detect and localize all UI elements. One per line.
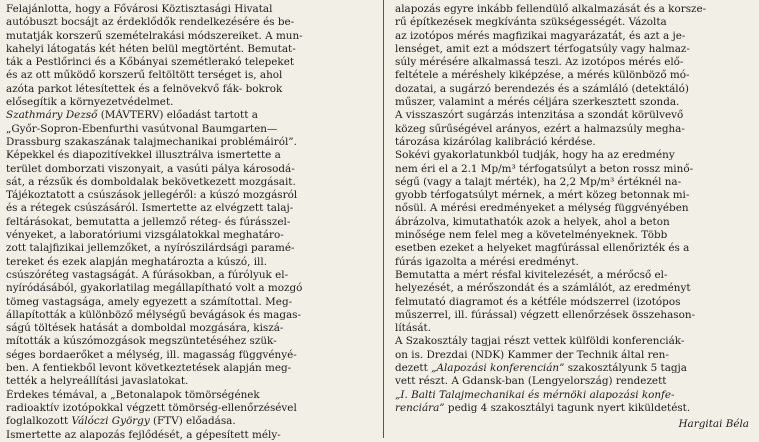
body-text: séges bordaerőket a mélység, ill. magasság függvényé- <box>6 348 297 361</box>
body-text: sát, a rézsűk és domboldalak bekövetkezett mozgásait. <box>6 175 296 188</box>
left-column-line <box>6 149 373 162</box>
right-column-line <box>395 269 753 282</box>
italic-text: Szathmáry Dezső <box>6 109 98 122</box>
right-column-line <box>395 282 753 295</box>
right-column-line <box>395 83 753 96</box>
left-column-line <box>6 16 373 29</box>
body-text: pedig 4 szakosztályi tagunk nyert kiküldetést. <box>444 401 691 414</box>
column-divider <box>383 0 384 438</box>
left-column-line <box>6 109 373 122</box>
body-text: ták a Pestlőrinci és a Kőbányai szemétlerakó telepeket <box>6 56 295 69</box>
right-column <box>395 3 753 432</box>
body-text: ben. A fentiekből levont következtetések alapján meg- <box>6 362 292 375</box>
body-text: elősegítik a környezetvédelmet. <box>6 96 174 109</box>
italic-text: „I. Balti Talajmechanikai és mérnöki alapozási konfe- <box>395 388 675 401</box>
body-text: autóbuszt bocsájt az érdeklődők rendelkezésére és be- <box>6 16 295 29</box>
body-text: mították a kúszómozgások megszüntetéséhez szük- <box>6 335 277 348</box>
right-column-line <box>395 163 753 176</box>
left-column-line <box>6 429 373 442</box>
body-text: lenséget, amit ezt a módszert térfogatsúly vagy halmaz- <box>395 42 690 55</box>
right-column-line <box>395 176 753 189</box>
body-text: kahelyi látogatás két héten belül megtörtént. Bemutat- <box>6 42 296 55</box>
right-column-line <box>395 109 753 122</box>
left-column-line <box>6 269 373 282</box>
left-column-line <box>6 189 373 202</box>
body-text: csúszóréteg vastagságát. A fúrásokban, a fúrólyuk el- <box>6 268 289 281</box>
right-column-line <box>395 96 753 109</box>
right-column-line <box>395 123 753 136</box>
right-column-line <box>395 202 753 215</box>
body-text: műszer, valamint a mérés céljára szerkesztett szonda. <box>395 96 680 109</box>
body-text: Érdekes témával, a „Betonalapok tömörségének <box>6 388 260 401</box>
body-text: Tájékoztatott a csúszások jellegéről: a kúszó mozgásról <box>6 189 298 202</box>
left-column-line <box>6 136 373 149</box>
right-column-line <box>395 16 753 29</box>
right-column-line <box>395 43 753 56</box>
body-text: nyíródásából, gyakorlatilag megállapítható volt a mozgó <box>6 282 303 295</box>
left-column-line <box>6 176 373 189</box>
left-column-line <box>6 30 373 43</box>
right-column-line <box>395 362 753 375</box>
body-text: feltárásokat, bemutatta a jellemző réteg- és fúrásszel- <box>6 215 291 228</box>
body-text: ségű (vagy a talajt mérték), ha 2,2 Mp/m³ értéknél na- <box>395 175 682 188</box>
body-text: helyezését, a mérőszondát és a számlálót, az eredményt <box>395 282 691 295</box>
right-column-line <box>395 349 753 362</box>
body-text: műszerrel, ill. fúrással) végzett ellenőrzések összehason- <box>395 308 696 321</box>
left-column-line <box>6 402 373 415</box>
left-column-line <box>6 43 373 56</box>
right-column-line <box>395 229 753 242</box>
body-text: tömeg vastagsága, amely egyezett a számítottal. Meg- <box>6 295 293 308</box>
right-column-line <box>395 136 753 149</box>
body-text: nősül. A mérési eredményeket a mélység függvényében <box>395 202 689 215</box>
body-text: fúrás igazolta a mérési eredményt. <box>395 255 579 268</box>
left-column-line <box>6 389 373 402</box>
body-text: alapozás egyre inkább fellendülő alkalmazását és a korsze- <box>395 3 707 15</box>
left-column-line <box>6 282 373 295</box>
italic-text: renciára” <box>395 401 445 414</box>
body-text: Sokévi gyakorlatunkból tudják, hogy ha az eredmény <box>395 149 675 162</box>
left-column-line <box>6 56 373 69</box>
body-text: mutatják korszerű szemételrakási módszereiket. A mun- <box>6 29 303 42</box>
left-column-line <box>6 123 373 136</box>
right-column-line <box>395 216 753 229</box>
body-text: feltétele a méréshely kiképzése, a mérés különböző mó- <box>395 69 690 82</box>
body-text: tározása kizárólag kalibráció kérdése. <box>395 135 596 148</box>
left-column-line <box>6 229 373 242</box>
body-text: dezett <box>395 362 432 375</box>
right-column-line <box>395 189 753 202</box>
right-column-line <box>395 242 753 255</box>
body-text: közeg sűrűségével arányos, ezért a halmazsúly megha- <box>395 122 685 135</box>
body-text: foglalkozott <box>6 415 72 428</box>
body-text: tereket és ezek alapján meghatározta a kúszó, ill. <box>6 255 268 268</box>
body-text: dozatai, a sugárzó berendezés és a számláló (detektáló) <box>395 82 689 95</box>
left-column-line <box>6 362 373 375</box>
body-text: esetben ezeket a helyeket magfúrással ellenőrizték és a <box>395 242 690 255</box>
right-column-line <box>395 296 753 309</box>
right-column-line <box>395 389 753 402</box>
left-column-line <box>6 69 373 82</box>
body-text: lítását. <box>395 322 432 335</box>
right-column-line <box>395 335 753 348</box>
body-text: vett részt. A Gdansk-ban (Lengyelország) rendezett <box>395 375 667 388</box>
body-text: terület domborzati viszonyait, a vasúti pálya károsodá- <box>6 162 295 175</box>
body-text: A visszaszórt sugárzás intenzitása a szondát körülvevő <box>395 109 684 122</box>
body-text: gyobb térfogatsúlyt mérnek, a mért közeg betonnak mi- <box>395 189 690 202</box>
left-column-line <box>6 415 373 428</box>
body-text: állapították a különböző mélységű bevágások és magas- <box>6 308 302 321</box>
body-text: „Győr-Sopron-Ebenfurthi vasútvonal Baumgarten— <box>6 122 278 135</box>
body-text: (FTV) előadása. <box>149 415 236 428</box>
italic-text: „Alapozási konferencián” <box>431 362 565 375</box>
right-column-line <box>395 375 753 388</box>
body-text: zott talajfizikai jellemzőket, a nyírószilárdsági paramé- <box>6 242 295 255</box>
left-column-line <box>6 96 373 109</box>
italic-text: Válóczi György <box>71 415 150 428</box>
left-column-line <box>6 163 373 176</box>
body-text: azóta parkot létesítettek és a felnövekvő fák- bokrok <box>6 82 283 95</box>
body-text: súly mérésére alkalmassá teszi. Az izotópos mérés elő- <box>395 56 684 69</box>
right-column-line <box>395 402 753 415</box>
left-column-line <box>6 296 373 309</box>
left-column-line <box>6 375 373 388</box>
body-text: A Szakosztály tagjai részt vettek külföldi konferenciák- <box>395 335 685 348</box>
right-column-line <box>395 56 753 69</box>
right-column-line <box>395 3 753 16</box>
right-column-line <box>395 309 753 322</box>
body-text: (MÁVTERV) előadást tartott a <box>97 109 258 122</box>
body-text: vényeket, a laboratóriumi vizsgálatokkal meghatáro- <box>6 229 284 242</box>
right-column-line <box>395 256 753 269</box>
body-text: és az ott működő korszerű feltöltött terséget is, ahol <box>6 69 283 82</box>
body-text: szakosztályunk 5 tagja <box>564 362 687 375</box>
left-column-line <box>6 349 373 362</box>
body-text: Felajánlotta, hogy a Fővárosi Köztisztasági Hivatal <box>6 3 273 15</box>
author-signature: Hargitai Béla <box>678 418 749 431</box>
right-column-line <box>395 69 753 82</box>
body-text: felmutató diagramot és a kétféle módszerrel (izotópos <box>395 295 681 308</box>
left-column-line <box>6 216 373 229</box>
left-column-line <box>6 242 373 255</box>
left-column-line <box>6 3 373 16</box>
body-text: az izotópos mérés magfizikai magyarázatát, és azt a je- <box>395 29 686 42</box>
left-column <box>6 3 373 442</box>
body-text: Bemutatta a mért résfal kivitelezését, a mérőcső el- <box>395 268 668 281</box>
body-text: minősége nem felel meg a követelményeknek. Több <box>395 229 668 242</box>
body-text: és a rétegek csúszásáról. Ismertette az elvégzett talaj- <box>6 202 294 215</box>
left-column-line <box>6 322 373 335</box>
left-column-line <box>6 83 373 96</box>
body-text: Képekkel és diapozitívekkel illusztrálva ismertette a <box>6 149 281 162</box>
right-column-line <box>395 149 753 162</box>
body-text: ságú töltések hatását a domboldal mozgására, kiszá- <box>6 322 284 335</box>
body-text: nem éri el a 2.1 Mp/m³ térfogatsúlyt a beton rossz minő- <box>395 162 694 175</box>
left-column-line <box>6 202 373 215</box>
body-text: Drassburg szakaszának talajmechanikai problémáiról”. <box>6 135 297 148</box>
body-text: on is. Drezdai (NDK) Kammer der Technik által ren- <box>395 348 669 361</box>
left-column-line <box>6 335 373 348</box>
right-column-line <box>395 30 753 43</box>
body-text: Ismertette az alapozás fejlődését, a gépesített mély- <box>6 428 281 441</box>
body-text: radioaktív izotópokkal végzett tömörség-ellenőrzésével <box>6 401 297 414</box>
body-text: ábrázolva, kimutathatók azok a helyek, ahol a beton <box>395 215 670 228</box>
right-column-line <box>395 322 753 335</box>
body-text: tették a helyreállítási javaslatokat. <box>6 375 189 388</box>
left-column-line <box>6 256 373 269</box>
body-text: rű építkezések megkívánta szükségességét. Vázolta <box>395 16 667 29</box>
left-column-line <box>6 309 373 322</box>
